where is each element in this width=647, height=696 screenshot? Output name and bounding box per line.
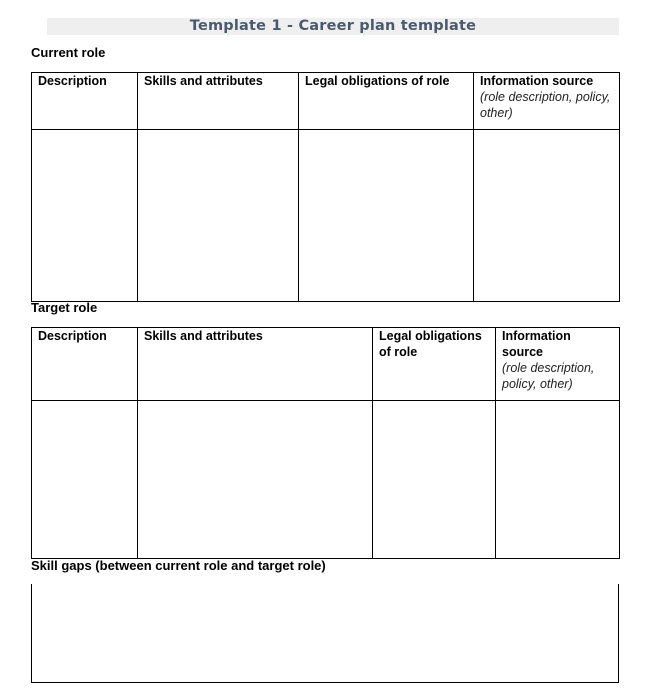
header-label: Description <box>38 74 107 88</box>
target-skills-cell[interactable] <box>138 401 373 559</box>
header-label: Skills and attributes <box>144 74 263 88</box>
header-label: Legal obligations of role <box>305 74 450 88</box>
header-label: Legal obligations of role <box>379 329 482 359</box>
current-legal-cell[interactable] <box>299 130 474 302</box>
current-legal-header <box>299 73 474 130</box>
current-skills-cell[interactable] <box>138 130 299 302</box>
target-legal-cell[interactable] <box>373 401 496 559</box>
header-label: Description <box>38 329 107 343</box>
target-description-cell[interactable] <box>32 401 138 559</box>
target-description-header <box>32 328 138 401</box>
current-description-cell[interactable] <box>32 130 138 302</box>
target-role-label: Target role <box>31 300 98 315</box>
current-role-label: Current role <box>31 45 106 60</box>
target-info-source-header <box>496 328 620 401</box>
current-description-header <box>32 73 138 130</box>
current-skills-header <box>138 73 299 130</box>
header-label: Information source <box>502 329 571 359</box>
page-title: Template 1 - Career plan template <box>47 18 619 35</box>
skill-gaps-label: Skill gaps (between current role and target role) <box>31 558 326 573</box>
target-role-table <box>31 327 620 559</box>
target-info-source-cell[interactable] <box>496 401 620 559</box>
target-skills-header <box>138 328 373 401</box>
header-sublabel: (role description, policy, other) <box>502 361 595 391</box>
current-info-source-header <box>474 73 620 130</box>
header-label: Skills and attributes <box>144 329 263 343</box>
header-sublabel: (role description, policy, other) <box>480 90 611 120</box>
current-role-table <box>31 72 620 302</box>
header-label: Information source <box>480 74 594 88</box>
target-legal-header <box>373 328 496 401</box>
current-info-source-cell[interactable] <box>474 130 620 302</box>
skill-gaps-box[interactable] <box>31 584 619 683</box>
